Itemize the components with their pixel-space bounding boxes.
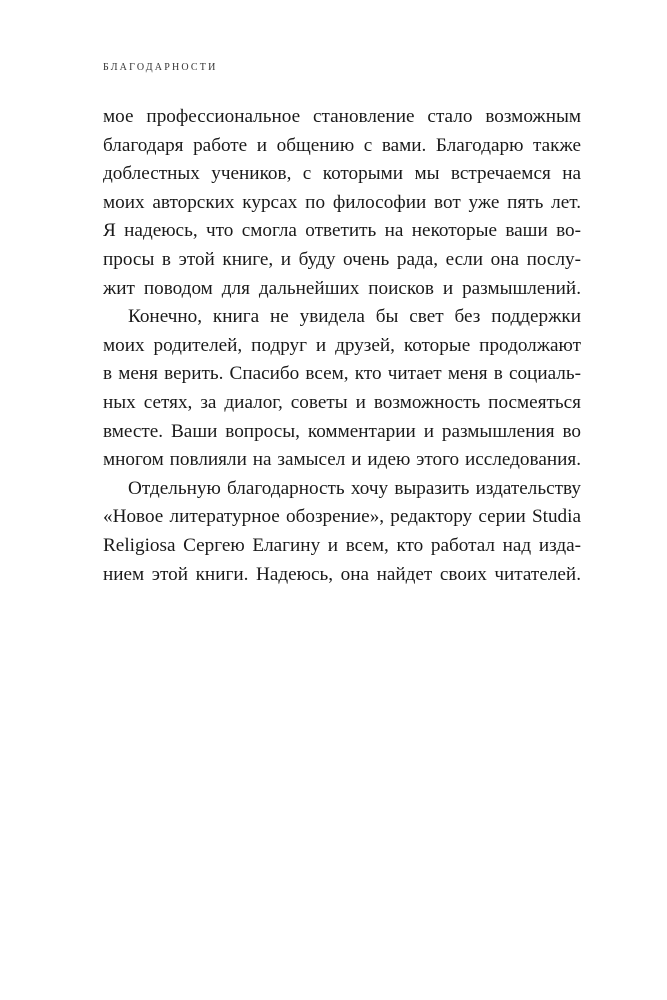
paragraph — [103, 303, 581, 475]
text-line: Я надеюсь, что смогла ответить на некоторые ваши во- — [103, 220, 581, 242]
text-line: просы в этой книге, и буду очень рада, если она послу- — [103, 248, 581, 270]
running-head: БЛАГОДАРНОСТИ — [103, 62, 218, 73]
text-line: мое профессиональное становление стало возможным — [103, 106, 581, 127]
text-line: нием этой книги. Надеюсь, она найдет своих читателей. — [103, 563, 581, 585]
text-line: ных сетях, за диалог, советы и возможность посмеяться — [103, 391, 581, 413]
text-line: Отдельную благодарность хочу выразить издательству — [128, 477, 581, 499]
text-line: в меня верить. Спасибо всем, кто читает меня в социаль- — [103, 363, 581, 385]
text-line: благодаря работе и общению с вами. Благодарю также — [103, 134, 581, 156]
text-line: многом повлияли на замысел и идею этого исследования. — [103, 449, 581, 471]
text-line: моих родителей, подруг и друзей, которые продолжают — [103, 334, 581, 356]
paragraph — [103, 103, 581, 303]
text-line: Religiosa Сергею Елагину и всем, кто работал над изда- — [103, 534, 581, 556]
body-text — [103, 103, 581, 589]
text-line: Конечно, книга не увидела бы свет без поддержки — [128, 306, 581, 328]
text-line: «Новое литературное обозрение», редактору серии Studia — [103, 506, 581, 528]
text-line: жит поводом для дальнейших поисков и размышлений. — [103, 277, 581, 299]
text-line: доблестных учеников, с которыми мы встречаемся на — [103, 163, 581, 185]
text-line: вместе. Ваши вопросы, комментарии и размышления во — [103, 420, 581, 442]
paragraph — [103, 475, 581, 589]
text-line: моих авторских курсах по философии вот уже пять лет. — [103, 191, 581, 213]
